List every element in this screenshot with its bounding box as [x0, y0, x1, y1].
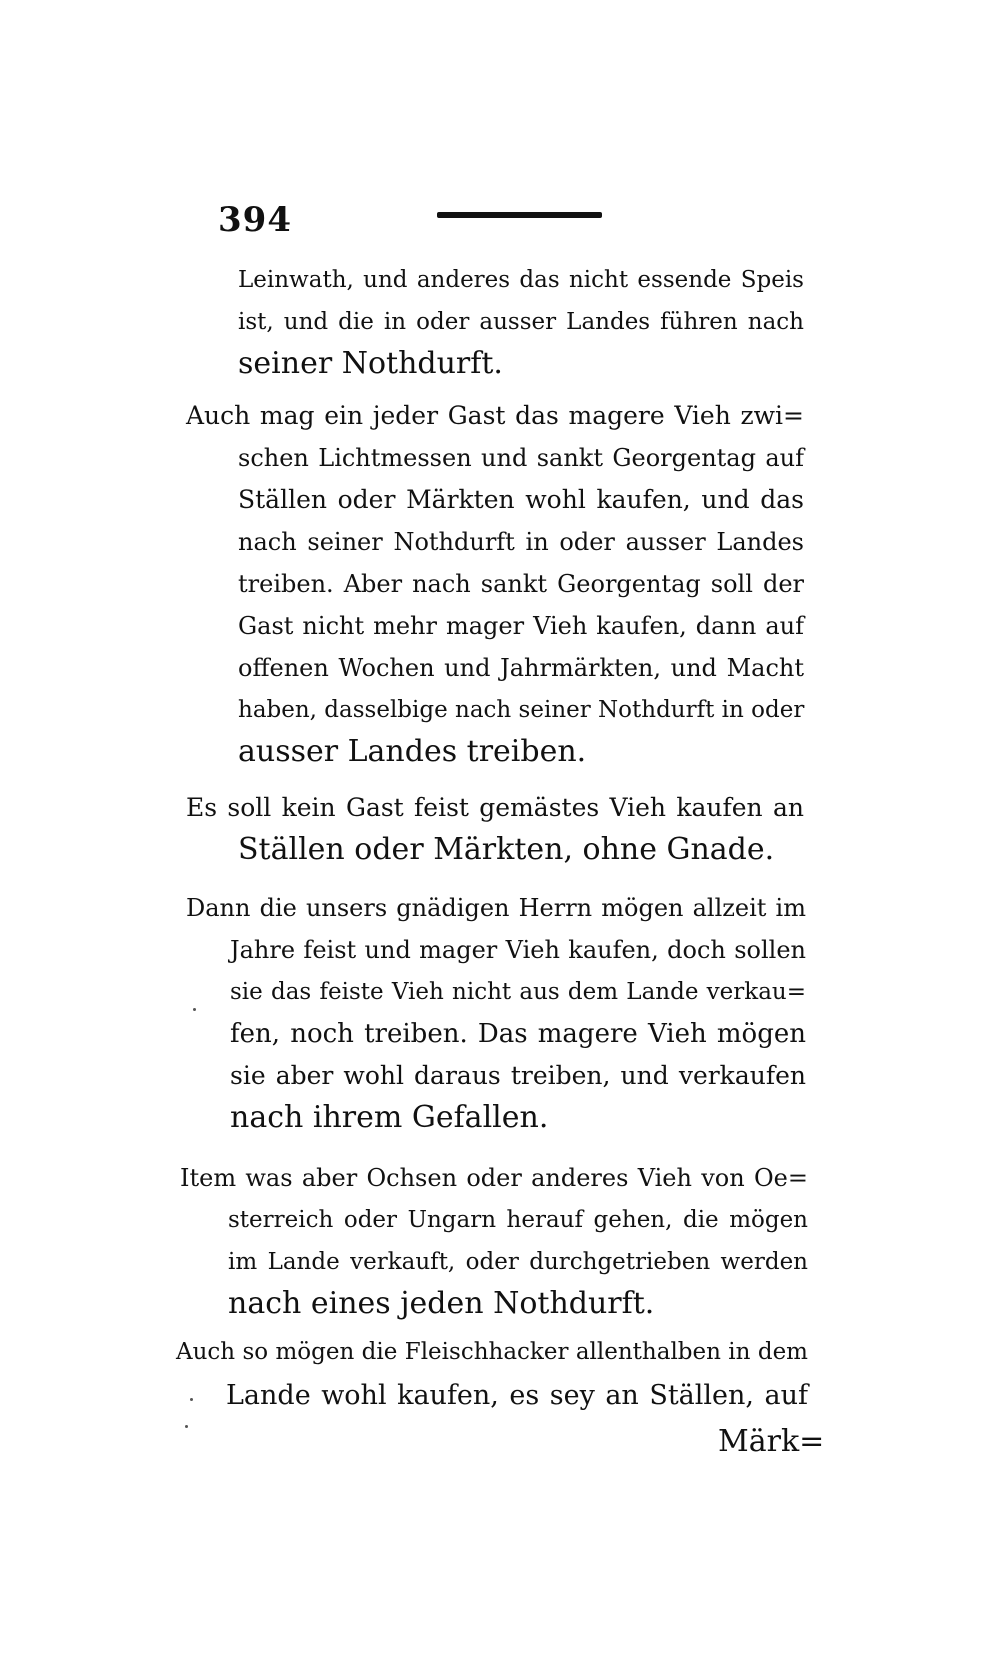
text-line: Auch so mögen die Fleischhacker allenthalben in dem — [176, 1339, 808, 1365]
text-line: Lande wohl kaufen, es sey an Ställen, auf — [226, 1380, 808, 1411]
text-line: offenen Wochen und Jahrmärkten, und Macht — [238, 654, 804, 682]
text-line: sterreich oder Ungarn herauf gehen, die mögen — [228, 1207, 808, 1233]
header-rule — [437, 212, 602, 218]
text-line: Dann die unsers gnädigen Herrn mögen allzeit im — [186, 894, 806, 922]
text-line: Ställen oder Märkten wohl kaufen, und das — [238, 485, 804, 514]
text-line: Es soll kein Gast feist gemästes Vieh kaufen an — [186, 793, 804, 822]
catchword: Märk= — [718, 1424, 825, 1459]
text-line: Leinwath, und anderes das nicht essende Speis — [238, 267, 804, 293]
text-line: nach ihrem Gefallen. — [230, 1100, 549, 1135]
text-line: haben, dasselbige nach seiner Nothdurft in oder — [238, 697, 805, 723]
text-line: Gast nicht mehr mager Vieh kaufen, dann auf — [238, 612, 804, 640]
text-line: Item was aber Ochsen oder anderes Vieh von Oe= — [180, 1164, 808, 1192]
text-line: ist, und die in oder ausser Landes führen nach — [238, 309, 804, 335]
text-line: ausser Landes treiben. — [238, 734, 587, 769]
text-line: sie das feiste Vieh nicht aus dem Lande verkau= — [230, 979, 806, 1005]
page-number: 394 — [218, 200, 292, 240]
text-line: nach seiner Nothdurft in oder ausser Landes — [238, 528, 804, 556]
print-speck — [190, 1398, 193, 1401]
text-line: fen, noch treiben. Das magere Vieh mögen — [230, 1019, 806, 1049]
text-line: Ställen oder Märkten, ohne Gnade. — [238, 832, 775, 867]
text-line: Jahre feist und mager Vieh kaufen, doch sollen — [230, 936, 806, 964]
text-line: sie aber wohl daraus treiben, und verkaufen — [230, 1061, 806, 1090]
text-line: seiner Nothdurft. — [238, 346, 503, 381]
print-speck — [193, 1008, 196, 1011]
text-line: schen Lichtmessen und sankt Georgentag auf — [238, 444, 804, 472]
text-line: treiben. Aber nach sankt Georgentag soll der — [238, 570, 804, 598]
text-line: im Lande verkauft, oder durchgetrieben werden — [228, 1249, 808, 1275]
text-line: nach eines jeden Nothdurft. — [228, 1286, 655, 1321]
text-line: Auch mag ein jeder Gast das magere Vieh zwi= — [186, 401, 804, 430]
print-speck — [185, 1425, 188, 1428]
